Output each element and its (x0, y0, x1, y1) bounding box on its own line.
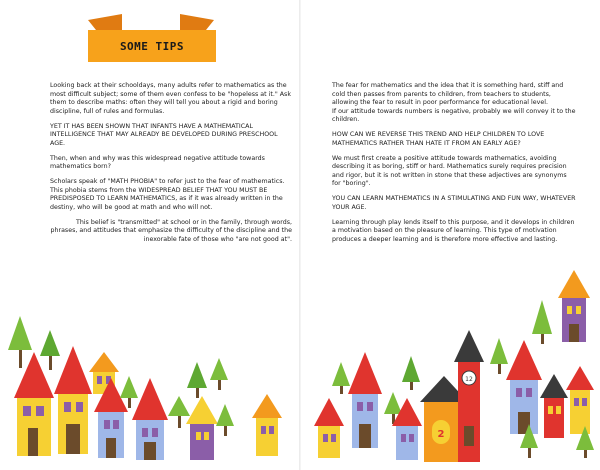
clock-tower-house (420, 330, 484, 462)
house-icon (186, 396, 218, 460)
left-paragraph: YET IT HAS BEEN SHOWN THAT INFANTS HAVE A MATHEMATICAL INTELLIGENCE THAT MAY ALREADY BE DEVELOPED DURING PRESCHOOL AGE. (50, 122, 278, 147)
house-icon (132, 378, 168, 460)
tree-icon (532, 300, 552, 344)
left-village (8, 316, 282, 460)
house-icon (54, 346, 92, 454)
tree-icon (210, 358, 228, 390)
tree-icon (8, 316, 32, 368)
house-icon (252, 394, 282, 456)
tree-icon (216, 404, 234, 436)
tree-icon (332, 362, 350, 394)
right-paragraph: Learning through play lends itself to this purpose, and it develops in children a motivation based on the pleasure of learning. This type of motivation produces a deeper learning and is therefore more effective and lasting. (332, 218, 575, 243)
house-icon (348, 352, 382, 448)
tree-icon (490, 338, 508, 374)
door-sign: 2 (437, 429, 445, 440)
right-paragraph: We must first create a positive attitude towards mathematics, avoiding describing it as boring, stiff or hard. Mathematics surely requires precision and rigor, but it is not written in stone that these adjectives are synonyms for "boring". (332, 154, 567, 187)
left-paragraph: This belief is "transmitted" at school or in the family, through words, phrases, and attitudes that emphasize the difficulty of the discipline and the inexorable fate of those who "are not good at". (50, 218, 292, 243)
left-paragraph: Then, when and why was this widespread negative attitude towards mathematics born? (50, 154, 265, 170)
tree-icon (402, 356, 420, 390)
right-paragraph: The fear for mathematics and the idea that it is something hard, stiff and cold then passes from parents to children, from teachers to students, allowing the fear to result in poor performance for educational level. If our attitude towards numbers is negative, probably we will convey it to the children. (332, 82, 576, 123)
page-title: SOME TIPS (119, 40, 185, 53)
house-icon (540, 374, 568, 438)
house-icon (314, 398, 344, 458)
tree-icon (40, 330, 60, 370)
right-paragraph: HOW CAN WE REVERSE THIS TREND AND HELP CHILDREN TO LOVE MATHEMATICS RATHER THAN HATE IT FROM AN EARLY AGE? (332, 131, 545, 147)
house-icon (566, 366, 594, 434)
right-village (314, 270, 594, 462)
house-icon (506, 340, 542, 434)
right-paragraph: YOU CAN LEARN MATHEMATICS IN A STIMULATING AND FUN WAY, WHATEVER YOUR AGE. (332, 195, 576, 211)
house-icon (558, 270, 590, 342)
clock-face: 12 (465, 376, 473, 383)
left-paragraph: Looking back at their schooldays, many adults refer to mathematics as the most difficult subject; some of them even confess to be "hopeless at it." Ask them to describe maths: often they will tell you about a rigid and boring discipline, full of rules and formulas. (50, 82, 291, 115)
tree-icon (187, 362, 207, 398)
left-paragraph: Scholars speak of "MATH PHOBIA" to refer just to the fear of mathematics. This phobia stems from the WIDESPREAD BELIEF THAT YOU MUST BE PREDISPOSED TO LEARN MATHEMATICS, as if it was already written in the destiny, who will be good at math and who will not. (50, 178, 285, 211)
